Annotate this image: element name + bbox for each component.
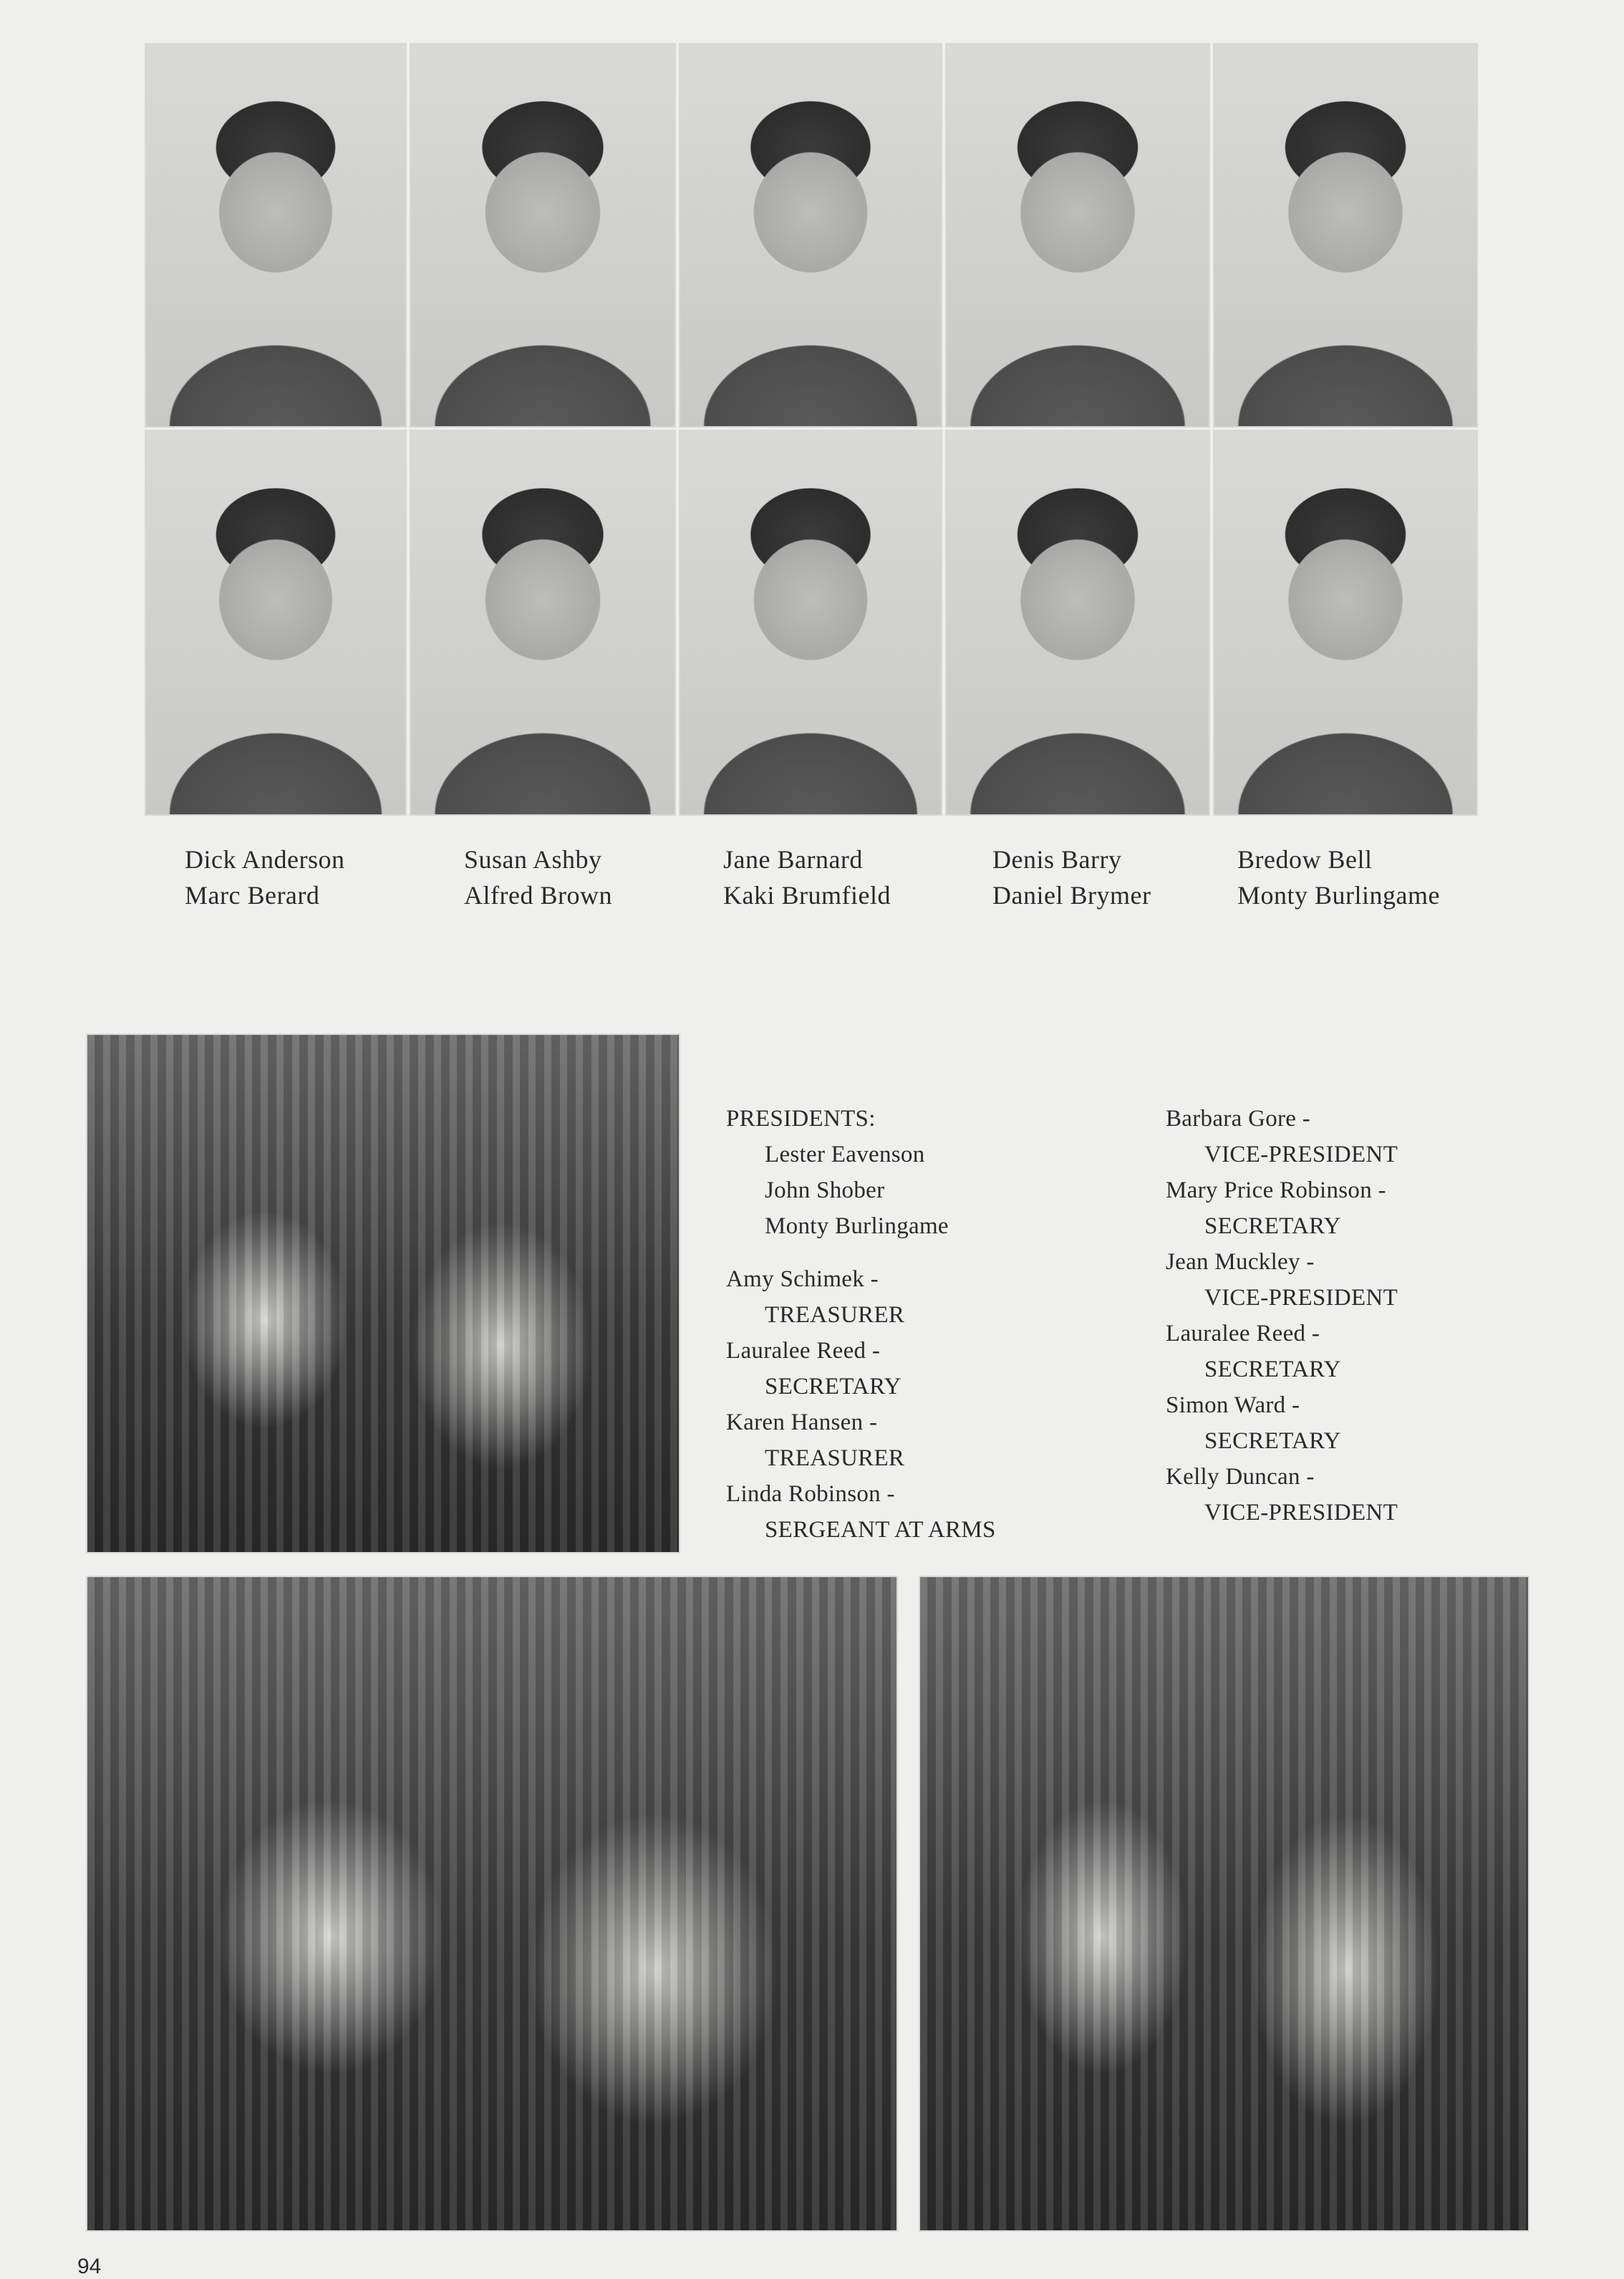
- name-column: [992, 842, 1151, 913]
- officer-name: Lester Eavenson: [765, 1142, 925, 1167]
- student-name: Daniel Brymer: [992, 881, 1151, 910]
- officer-name: Amy Schimek -: [726, 1266, 879, 1292]
- student-name: Kaki Brumfield: [723, 881, 891, 910]
- student-name: Jane Barnard: [723, 845, 863, 874]
- portrait-photo: [410, 430, 676, 816]
- portrait-photo: [1213, 43, 1478, 428]
- officer-role: SECRETARY: [1204, 1357, 1341, 1382]
- student-name: Susan Ashby: [464, 845, 602, 874]
- officer-role: SECRETARY: [1204, 1213, 1341, 1239]
- portrait-photo: [145, 430, 407, 816]
- officer-role: SECRETARY: [1204, 1428, 1341, 1454]
- officer-role: VICE-PRESIDENT: [1204, 1500, 1398, 1526]
- officer-role: SERGEANT AT ARMS: [765, 1517, 996, 1543]
- officer-name: Mary Price Robinson -: [1166, 1177, 1386, 1203]
- officer-name: Simon Ward -: [1166, 1392, 1300, 1418]
- officers-list-left: [726, 1101, 996, 1548]
- portrait-photo: [1213, 430, 1478, 816]
- officers-list-right: [1166, 1101, 1398, 1531]
- officer-name: Lauralee Reed -: [726, 1338, 881, 1364]
- name-column: [464, 842, 612, 913]
- portrait-photo: [410, 43, 676, 428]
- officer-role: TREASURER: [765, 1445, 905, 1471]
- student-name: Marc Berard: [185, 881, 320, 910]
- student-name: Denis Barry: [992, 845, 1122, 874]
- officers-heading: PRESIDENTS:: [726, 1106, 876, 1132]
- name-column: [723, 842, 891, 913]
- group-photo-mascot: [919, 1576, 1529, 2232]
- portrait-photo: [945, 430, 1210, 816]
- officer-name: Jean Muckley -: [1166, 1249, 1315, 1275]
- portrait-photo: [945, 43, 1210, 428]
- portrait-photo: [679, 430, 942, 816]
- group-photo-tractor: [86, 1576, 898, 2232]
- name-column: [1237, 842, 1440, 913]
- officer-name: Barbara Gore -: [1166, 1106, 1311, 1132]
- officer-name: Karen Hansen -: [726, 1410, 878, 1435]
- officer-role: TREASURER: [765, 1302, 905, 1328]
- officer-name: John Shober: [765, 1177, 885, 1203]
- student-name: Alfred Brown: [464, 881, 612, 910]
- officer-name: Kelly Duncan -: [1166, 1464, 1315, 1490]
- student-name: Monty Burlingame: [1237, 881, 1440, 910]
- group-photo-basket: [86, 1034, 680, 1553]
- officer-role: SECRETARY: [765, 1374, 902, 1399]
- portrait-photo: [145, 43, 407, 428]
- name-column: [185, 842, 344, 913]
- officer-name: Monty Burlingame: [765, 1213, 949, 1239]
- officer-role: VICE-PRESIDENT: [1204, 1285, 1398, 1311]
- student-name: Bredow Bell: [1237, 845, 1373, 874]
- portrait-photo: [679, 43, 942, 428]
- page-number: 94: [77, 2255, 102, 2278]
- student-name: Dick Anderson: [185, 845, 345, 874]
- officer-name: Linda Robinson -: [726, 1481, 895, 1507]
- officer-role: VICE-PRESIDENT: [1204, 1142, 1398, 1167]
- officer-name: Lauralee Reed -: [1166, 1321, 1320, 1346]
